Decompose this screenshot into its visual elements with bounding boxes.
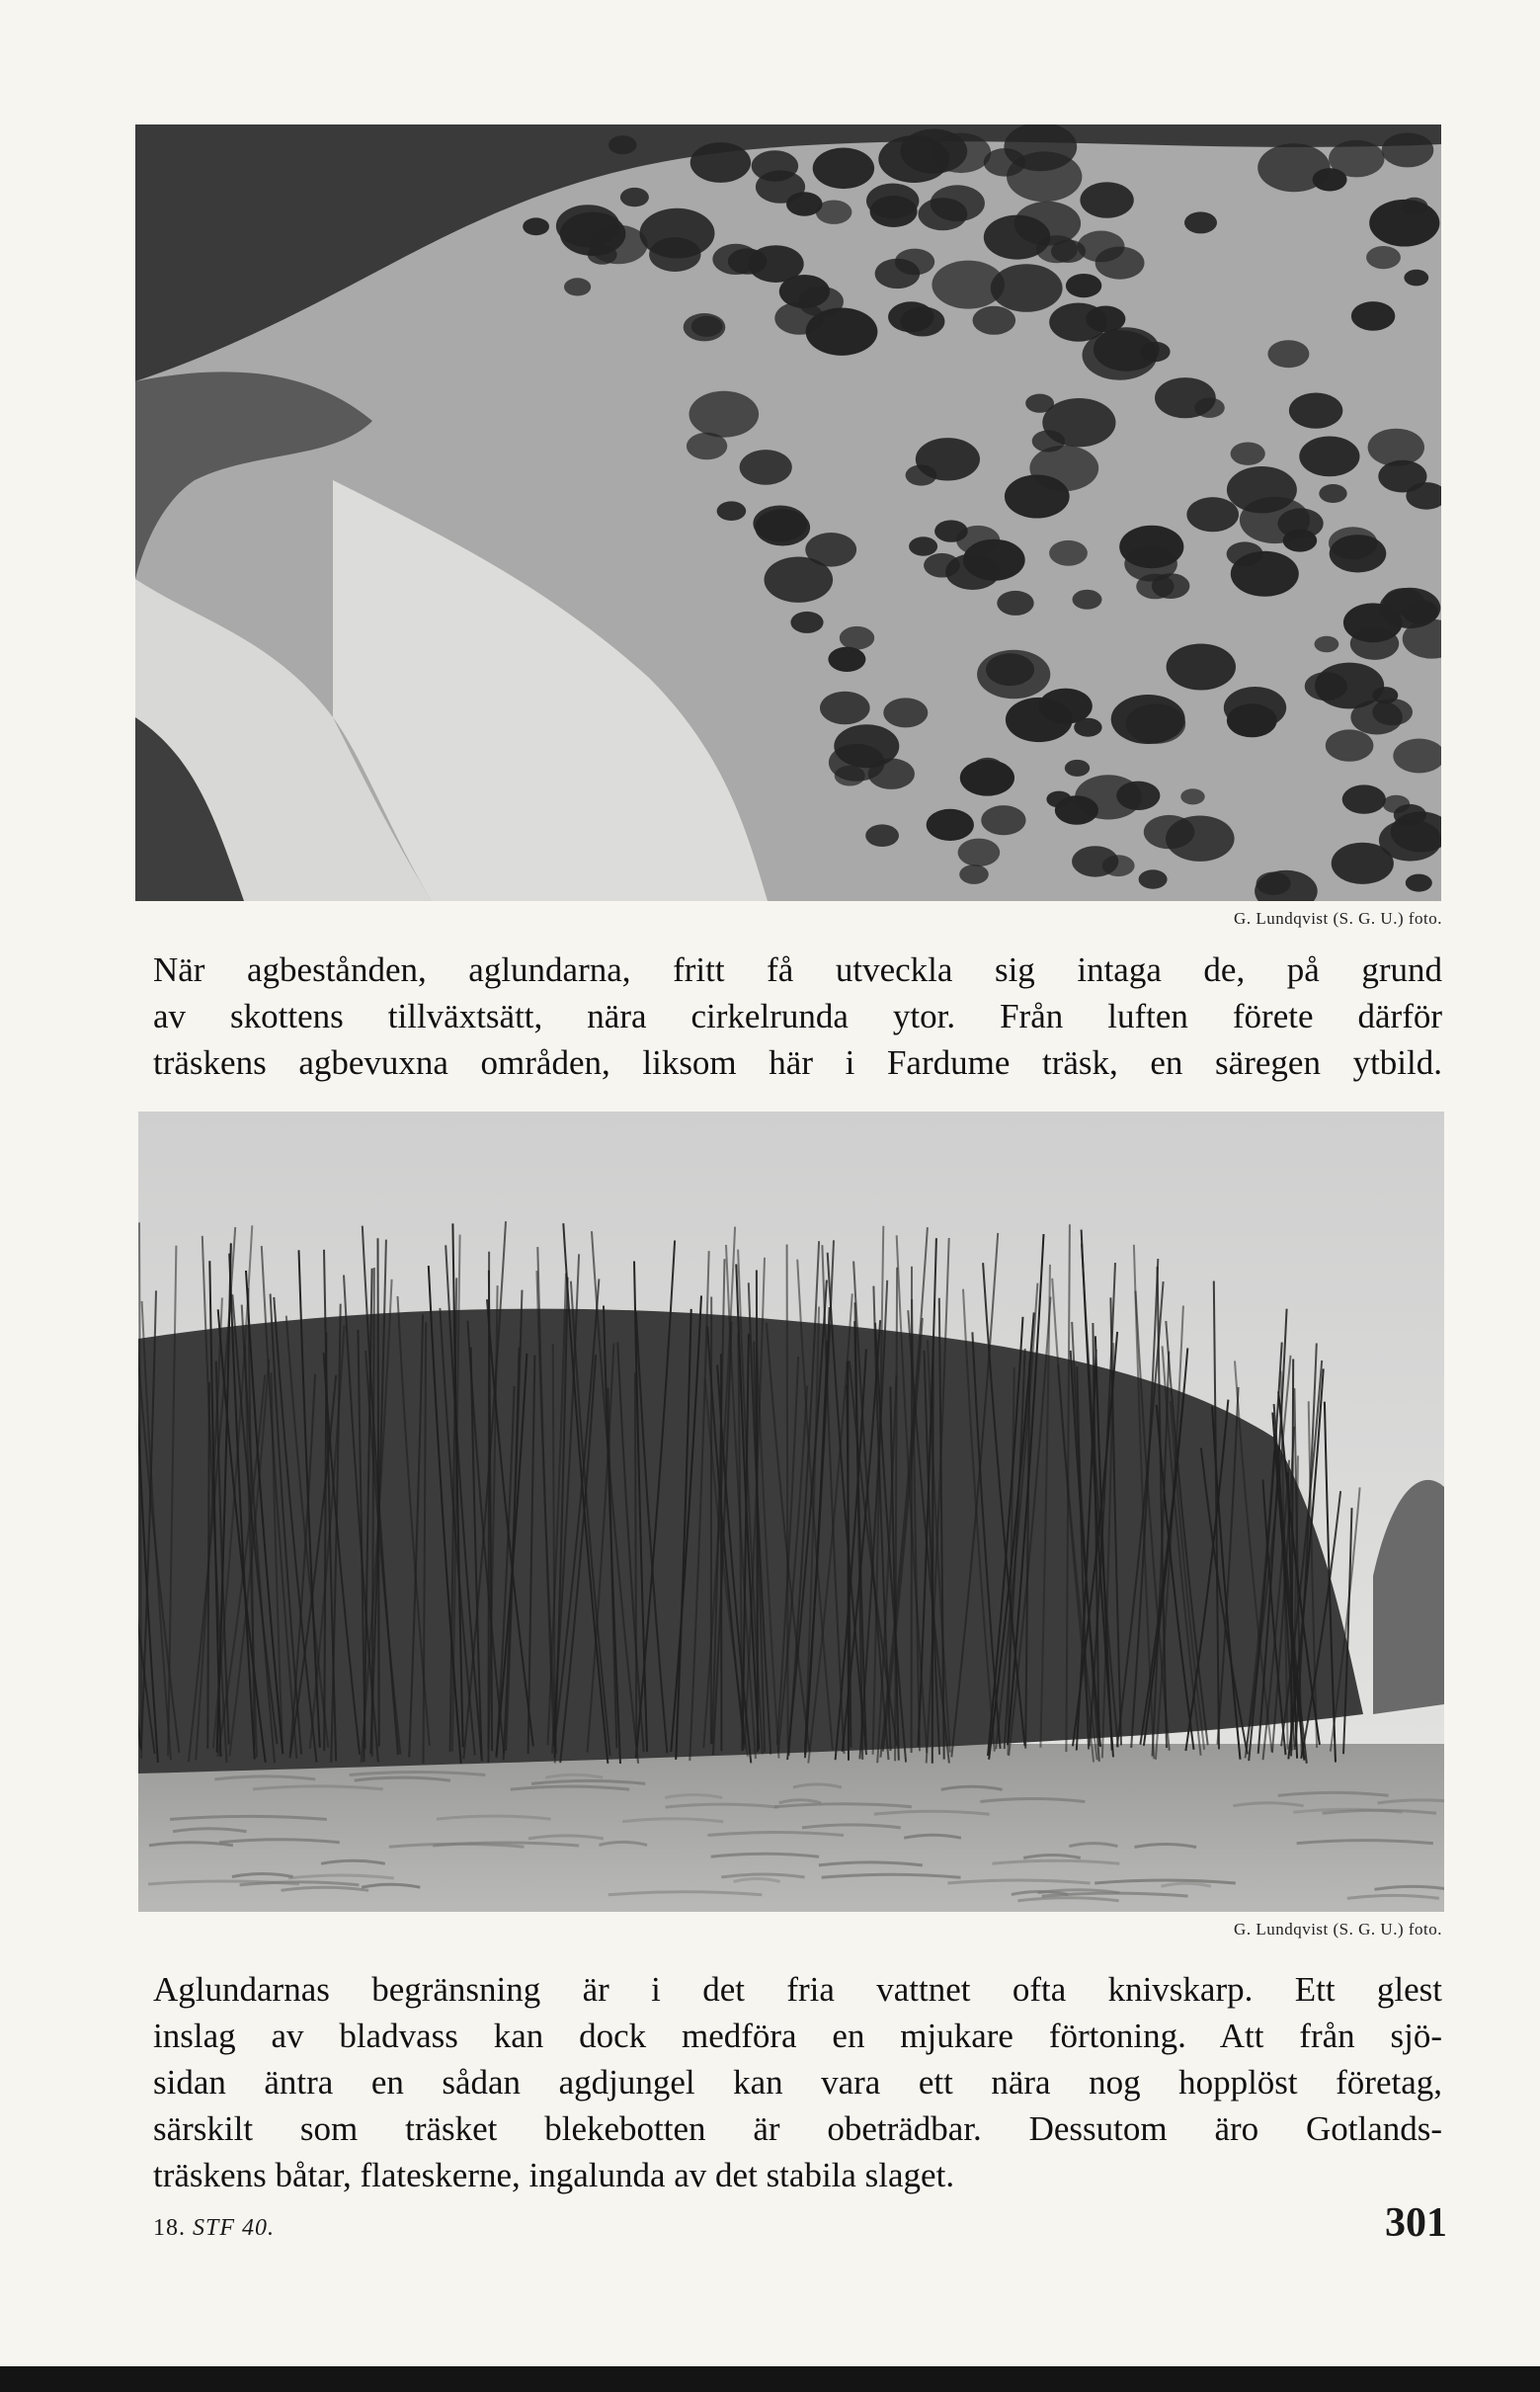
aerial-photo-sedge-stands [135, 124, 1441, 901]
scan-edge [0, 2366, 1540, 2392]
series-mark: STF 40. [193, 2215, 276, 2241]
signature-mark [153, 2215, 275, 2242]
caption-1 [153, 947, 1442, 1086]
caption-2-line-2: inslag av bladvass kan dock medföra en mjukare förtoning. Att från sjö- [153, 2017, 1442, 2055]
photo-credit-2: G. Lundqvist (S. G. U.) foto. [1234, 1920, 1442, 1938]
caption-1-line-3: träskens agbevuxna områden, liksom här i Fardume träsk, en säregen ytbild. [153, 1043, 1442, 1082]
caption-2-line-5: träskens båtar, flateskerne, ingalunda av det stabila slaget. [153, 2156, 955, 2194]
reed-photo-sedge-edge [138, 1112, 1444, 1912]
caption-2-line-3: sidan äntra en sådan agdjungel kan vara ett nära nog hopplöst företag, [153, 2063, 1442, 2102]
caption-1-line-1: När agbestånden, aglundarna, fritt få utveckla sig intaga de, på grund [153, 950, 1442, 989]
caption-2-line-4: särskilt som träsket blekebotten är obeträdbar. Dessutom äro Gotlands- [153, 2109, 1442, 2148]
caption-2 [153, 1966, 1442, 2198]
caption-1-line-2: av skottens tillväxtsätt, nära cirkelrunda ytor. Från luften förete därför [153, 997, 1442, 1035]
photo-credit-1: G. Lundqvist (S. G. U.) foto. [1234, 909, 1442, 928]
signature-number: 18. [153, 2215, 186, 2241]
caption-2-line-1: Aglundarnas begränsning är i det fria vattnet ofta knivskarp. Ett glest [153, 1970, 1442, 2009]
page-number: 301 [1385, 2200, 1447, 2246]
